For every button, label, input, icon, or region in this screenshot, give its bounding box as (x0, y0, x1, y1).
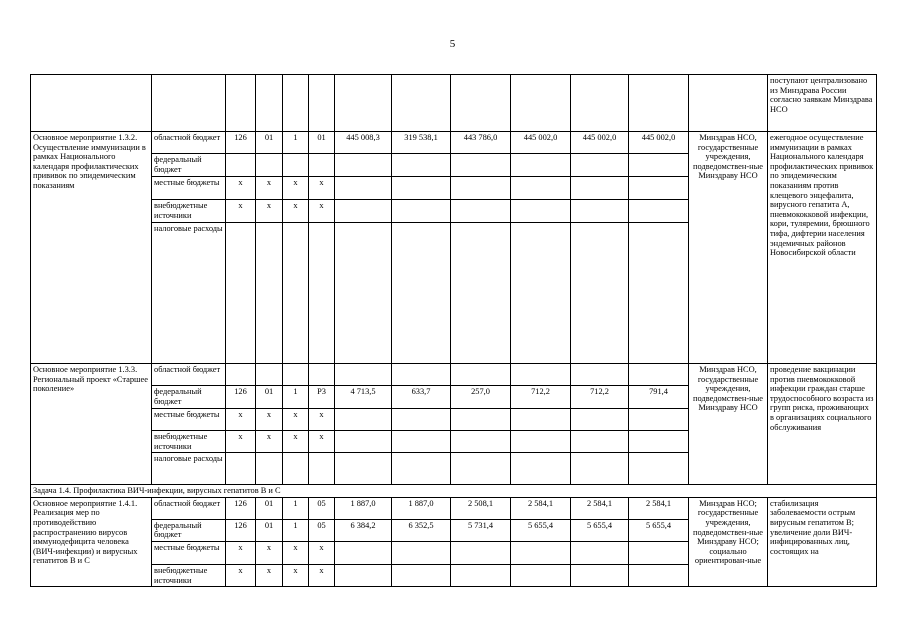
value-cell (511, 177, 571, 200)
code-cell: x (309, 564, 335, 586)
code-cell: x (283, 431, 309, 453)
value-cell (335, 154, 392, 177)
code-cell (283, 75, 309, 132)
value-cell (392, 154, 451, 177)
code-cell: 1 (283, 497, 309, 519)
code-cell (226, 364, 256, 386)
code-cell: 126 (226, 386, 256, 409)
code-cell: x (226, 431, 256, 453)
code-cell: x (309, 177, 335, 200)
code-cell (226, 154, 256, 177)
code-cell: x (226, 409, 256, 431)
value-cell: 5 655,4 (571, 519, 629, 541)
code-cell: x (256, 541, 283, 564)
value-cell (511, 223, 571, 364)
code-cell: 1 (283, 386, 309, 409)
source-cell: федеральный бюджет (152, 154, 226, 177)
value-cell (335, 364, 392, 386)
event-cell: Основное мероприятие 1.4.1. Реализация мер по противодействию распространению вирусов иммунодефицита человека (ВИЧ-инфекции) и вирусных гепатитов В и С (31, 497, 152, 586)
value-cell (571, 223, 629, 364)
code-cell: x (283, 409, 309, 431)
value-cell (571, 409, 629, 431)
value-cell (451, 223, 511, 364)
source-cell: местные бюджеты (152, 409, 226, 431)
result-cell: стабилизация заболеваемости острым вирусным гепатитом В; увеличение доли ВИЧ-инфицированных лиц, состоящих на (768, 497, 877, 586)
code-cell (309, 223, 335, 364)
code-cell: x (256, 177, 283, 200)
value-cell: 4 713,5 (335, 386, 392, 409)
value-cell: 712,2 (511, 386, 571, 409)
value-cell: 6 352,5 (392, 519, 451, 541)
value-cell (335, 223, 392, 364)
code-cell: x (283, 564, 309, 586)
result-cell: ежегодное осуществление иммунизации в рамках Национального календаря профилактических прививок по эпидемическим показаниям против клещевого энцефалита, вирусного гепатита А, пневмококковой инфекции, кори, туляремии, брюшного тифа, дифтерии населения эндемичных районов Новосибирской области (768, 132, 877, 364)
value-cell (511, 75, 571, 132)
source-cell: федеральный бюджет (152, 386, 226, 409)
value-cell (335, 200, 392, 223)
value-cell: 2 584,1 (629, 497, 689, 519)
value-cell (392, 177, 451, 200)
table-row (31, 75, 877, 132)
source-cell: областной бюджет (152, 364, 226, 386)
source-cell: внебюджетные источники (152, 431, 226, 453)
event-cell: Основное мероприятие 1.3.3. Региональный проект «Старшее поколение» (31, 364, 152, 485)
source-cell: федеральный бюджет (152, 519, 226, 541)
task-title: Задача 1.4. Профилактика ВИЧ-инфекции, вирусных гепатитов В и С (31, 485, 877, 498)
value-cell: 2 584,1 (511, 497, 571, 519)
code-cell: x (226, 177, 256, 200)
source-cell (152, 75, 226, 132)
code-cell (256, 364, 283, 386)
value-cell: 633,7 (392, 386, 451, 409)
source-cell: налоговые расходы (152, 223, 226, 364)
code-cell (226, 75, 256, 132)
value-cell (451, 200, 511, 223)
value-cell (511, 453, 571, 485)
value-cell (629, 541, 689, 564)
source-cell: внебюджетные источники (152, 564, 226, 586)
program-table (30, 74, 877, 587)
value-cell (511, 564, 571, 586)
code-cell: 1 (283, 132, 309, 154)
value-cell (629, 431, 689, 453)
value-cell (571, 431, 629, 453)
value-cell: 1 887,0 (335, 497, 392, 519)
value-cell (392, 541, 451, 564)
value-cell: 445 008,3 (335, 132, 392, 154)
value-cell (571, 564, 629, 586)
value-cell (571, 541, 629, 564)
value-cell: 6 384,2 (335, 519, 392, 541)
responsible-cell (689, 75, 768, 132)
event-cell (31, 75, 152, 132)
code-cell: 01 (256, 386, 283, 409)
code-cell: 01 (309, 132, 335, 154)
value-cell: 2 584,1 (571, 497, 629, 519)
table-row (31, 364, 877, 386)
value-cell (451, 177, 511, 200)
value-cell (335, 409, 392, 431)
code-cell: x (283, 541, 309, 564)
code-cell: x (256, 409, 283, 431)
value-cell (571, 200, 629, 223)
code-cell: x (309, 431, 335, 453)
value-cell (571, 453, 629, 485)
result-cell: поступают централизовано из Минздрава России согласно заявкам Минздрава НСО (768, 75, 877, 132)
value-cell: 5 655,4 (629, 519, 689, 541)
value-cell (392, 409, 451, 431)
value-cell (629, 564, 689, 586)
task-row (31, 485, 877, 498)
table-row (31, 132, 877, 154)
source-cell: местные бюджеты (152, 541, 226, 564)
source-cell: областной бюджет (152, 132, 226, 154)
value-cell: 445 002,0 (511, 132, 571, 154)
value-cell: 791,4 (629, 386, 689, 409)
code-cell (226, 453, 256, 485)
code-cell (309, 75, 335, 132)
code-cell (283, 364, 309, 386)
code-cell (309, 364, 335, 386)
value-cell (451, 409, 511, 431)
code-cell (309, 154, 335, 177)
table-row (31, 497, 877, 519)
value-cell (571, 154, 629, 177)
value-cell (629, 154, 689, 177)
value-cell (392, 75, 451, 132)
code-cell: 126 (226, 519, 256, 541)
code-cell (256, 75, 283, 132)
code-cell: x (226, 564, 256, 586)
code-cell (309, 453, 335, 485)
code-cell: 01 (256, 132, 283, 154)
value-cell (451, 541, 511, 564)
value-cell: 1 887,0 (392, 497, 451, 519)
code-cell: x (256, 431, 283, 453)
code-cell: x (309, 200, 335, 223)
code-cell: 126 (226, 497, 256, 519)
code-cell: 05 (309, 497, 335, 519)
value-cell (451, 75, 511, 132)
value-cell: 445 002,0 (629, 132, 689, 154)
source-cell: налоговые расходы (152, 453, 226, 485)
code-cell: x (283, 200, 309, 223)
value-cell (451, 431, 511, 453)
value-cell (335, 541, 392, 564)
code-cell: x (309, 541, 335, 564)
value-cell (451, 453, 511, 485)
value-cell: 5 731,4 (451, 519, 511, 541)
value-cell (451, 564, 511, 586)
code-cell: x (256, 200, 283, 223)
value-cell (511, 541, 571, 564)
code-cell: x (309, 409, 335, 431)
value-cell (335, 453, 392, 485)
value-cell (629, 177, 689, 200)
value-cell: 443 786,0 (451, 132, 511, 154)
value-cell (571, 364, 629, 386)
code-cell (256, 154, 283, 177)
value-cell (392, 364, 451, 386)
code-cell (283, 154, 309, 177)
value-cell (571, 75, 629, 132)
code-cell (283, 223, 309, 364)
value-cell (571, 177, 629, 200)
value-cell (629, 409, 689, 431)
value-cell (392, 453, 451, 485)
code-cell: 126 (226, 132, 256, 154)
value-cell: 257,0 (451, 386, 511, 409)
source-cell: местные бюджеты (152, 177, 226, 200)
code-cell: x (226, 200, 256, 223)
value-cell (511, 154, 571, 177)
value-cell: 445 002,0 (571, 132, 629, 154)
code-cell (256, 453, 283, 485)
value-cell: 712,2 (571, 386, 629, 409)
value-cell (511, 409, 571, 431)
responsible-cell: Минздрав НСО; государственные учреждения, подведомствен-ные Минздраву НСО; социально ориентирован-ные (689, 497, 768, 586)
value-cell (629, 364, 689, 386)
value-cell (629, 453, 689, 485)
code-cell: 01 (256, 519, 283, 541)
page-number: 5 (449, 38, 456, 50)
source-cell: областной бюджет (152, 497, 226, 519)
value-cell (392, 200, 451, 223)
code-cell: 05 (309, 519, 335, 541)
value-cell (451, 364, 511, 386)
source-cell: внебюджетные источники (152, 200, 226, 223)
table-body (31, 75, 877, 587)
value-cell (511, 200, 571, 223)
code-cell: x (226, 541, 256, 564)
event-cell: Основное мероприятие 1.3.2. Осуществление иммунизации в рамках Национального календаря профилактических прививок по эпидемическим показаниям (31, 132, 152, 364)
value-cell (451, 154, 511, 177)
responsible-cell: Минздрав НСО, государственные учреждения, подведомствен-ные Минздраву НСО (689, 132, 768, 364)
value-cell (629, 75, 689, 132)
value-cell: 2 508,1 (451, 497, 511, 519)
code-cell: 01 (256, 497, 283, 519)
code-cell (283, 453, 309, 485)
value-cell: 5 655,4 (511, 519, 571, 541)
code-cell: P3 (309, 386, 335, 409)
code-cell: x (256, 564, 283, 586)
value-cell (392, 223, 451, 364)
value-cell (335, 564, 392, 586)
value-cell (335, 431, 392, 453)
value-cell (335, 177, 392, 200)
result-cell: проведение вакцинации против пневмококковой инфекции граждан старше трудоспособного возраста из групп риска, проживающих в организациях социального обслуживания (768, 364, 877, 485)
value-cell (629, 200, 689, 223)
value-cell (629, 223, 689, 364)
value-cell (335, 75, 392, 132)
value-cell (392, 431, 451, 453)
code-cell: 1 (283, 519, 309, 541)
responsible-cell: Минздрав НСО, государственные учреждения, подведомствен-ные Минздраву НСО (689, 364, 768, 485)
code-cell (226, 223, 256, 364)
value-cell (511, 364, 571, 386)
code-cell (256, 223, 283, 364)
value-cell (511, 431, 571, 453)
value-cell (392, 564, 451, 586)
value-cell: 319 538,1 (392, 132, 451, 154)
code-cell: x (283, 177, 309, 200)
